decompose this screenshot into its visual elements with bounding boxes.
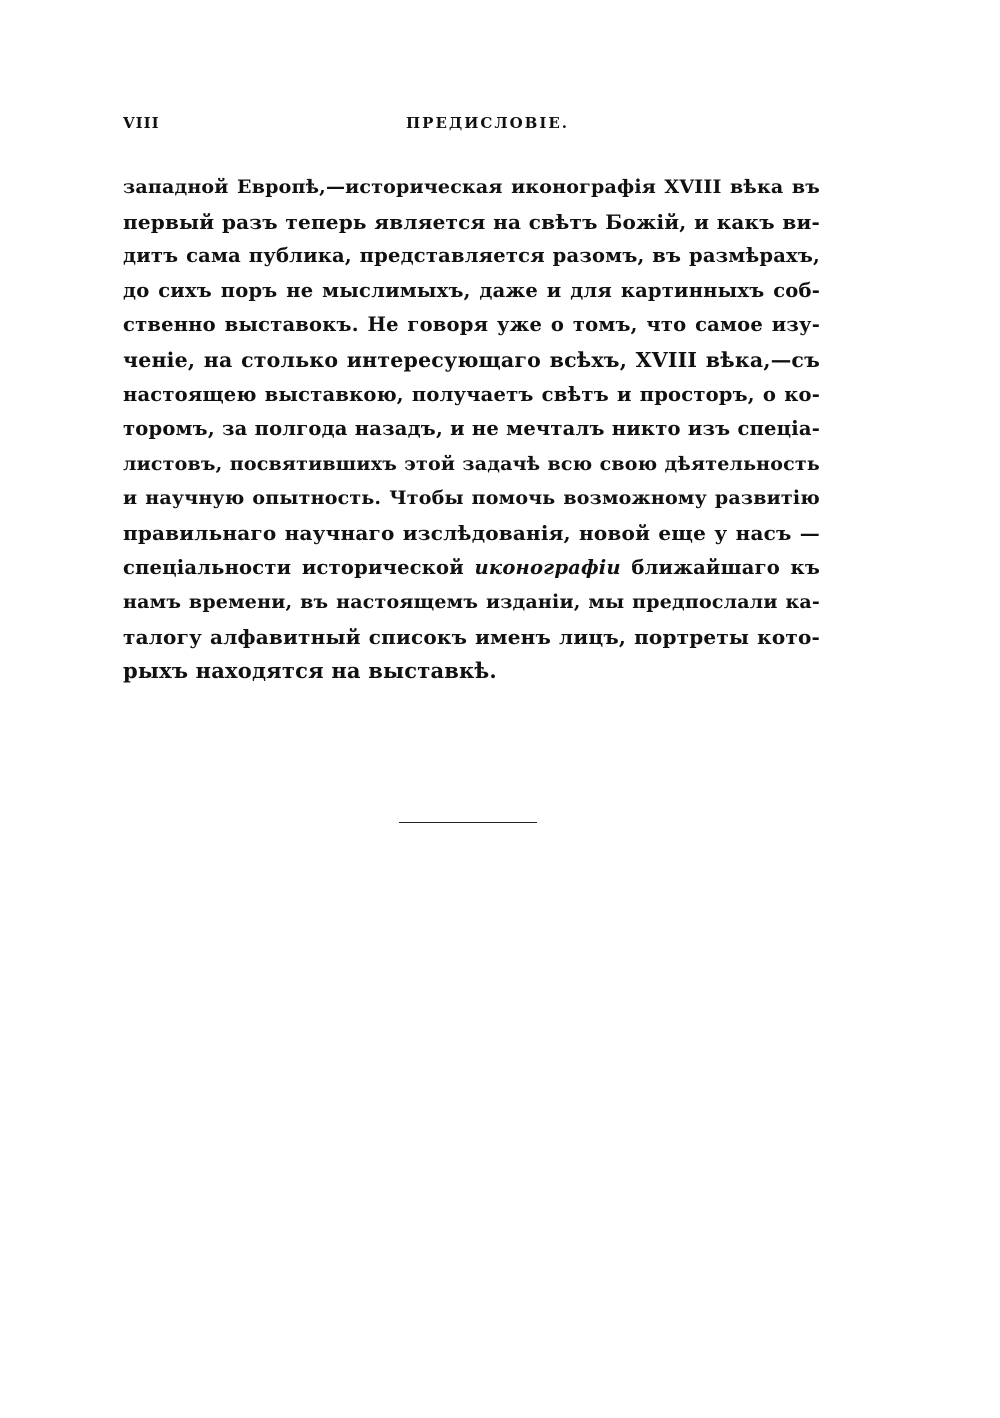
text-line	[123, 170, 820, 205]
text-line	[123, 654, 820, 689]
text-segment: до сихъ поръ не мыслимыхъ, даже и для картинныхъ соб-	[123, 278, 820, 302]
text-segment: талогу алфавитный списокъ именъ лицъ, портреты кото-	[123, 624, 820, 649]
text-line	[123, 551, 820, 586]
text-segment: ченіе, на столько интересующаго всѣхъ, XVIII вѣка,—съ	[123, 347, 820, 372]
text-line	[123, 481, 820, 516]
text-line	[123, 585, 820, 620]
text-line	[123, 447, 820, 482]
text-segment: и научную опытность. Чтобы помочь возможному развитію	[123, 487, 820, 510]
text-segment: ственно выставокъ. Не говоря уже о томъ, что самое изу-	[123, 313, 820, 337]
text-line	[123, 620, 820, 655]
text-line	[123, 412, 820, 447]
text-segment: правильнаго научнаго изслѣдованія, новой еще у насъ —	[123, 520, 820, 545]
text-segment: листовъ, посвятившихъ этой задачѣ всю свою дѣятельность	[123, 452, 820, 475]
text-segment: первый разъ теперь является на свѣтъ Божій, и какъ ви-	[123, 209, 820, 234]
text-segment: ближайшаго къ	[620, 555, 820, 579]
page-number: VIII	[123, 114, 160, 132]
text-line	[123, 239, 820, 274]
text-segment: настоящею выставкою, получаетъ свѣтъ и просторъ, о ко-	[123, 382, 820, 406]
italic-term: иконографіи	[474, 555, 621, 579]
text-line	[123, 308, 820, 343]
text-segment: спеціальности исторической	[123, 555, 475, 579]
text-segment: западной Европѣ,—историческая иконографія XVIII вѣка въ	[123, 176, 820, 198]
text-segment: рыхъ находятся на выставкѣ.	[123, 658, 497, 684]
text-line	[123, 343, 820, 378]
text-segment: торомъ, за полгода назадъ, и не мечталъ никто изъ спеціа-	[123, 417, 820, 441]
running-title: ПРЕДИСЛОВІЕ.	[406, 114, 570, 132]
text-line	[123, 516, 820, 551]
text-segment: дитъ сама публика, представляется разомъ, въ размѣрахъ,	[123, 244, 820, 268]
body-paragraph	[123, 170, 820, 689]
text-line	[123, 378, 820, 413]
page-header	[123, 114, 820, 142]
text-segment: намъ времени, въ настоящемъ изданіи, мы предпослали ка-	[123, 591, 820, 614]
text-line	[123, 274, 820, 309]
end-divider	[399, 822, 537, 823]
text-line	[123, 205, 820, 240]
